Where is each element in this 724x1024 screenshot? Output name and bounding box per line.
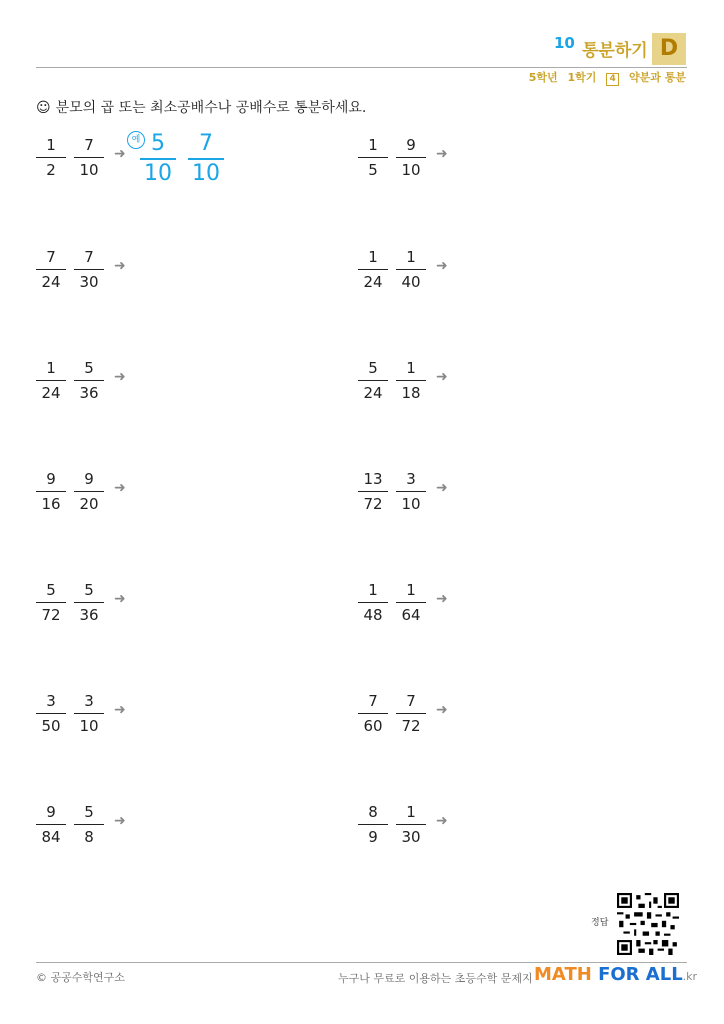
numerator: 1 xyxy=(406,359,416,377)
numerator: 3 xyxy=(406,470,416,488)
fraction-bar xyxy=(140,158,176,160)
fraction xyxy=(396,358,426,403)
arrow-right-icon: ➜ xyxy=(436,480,448,496)
denominator: 8 xyxy=(84,828,94,846)
worksheet-number: 10 xyxy=(554,34,575,52)
fraction xyxy=(36,135,66,180)
fraction-bar xyxy=(358,713,388,714)
fraction-bar xyxy=(36,602,66,603)
fraction-bar xyxy=(396,157,426,158)
denominator: 10 xyxy=(79,717,99,735)
numerator: 1 xyxy=(368,581,378,599)
arrow-right-icon: ➜ xyxy=(114,591,126,607)
denominator: 10 xyxy=(79,161,99,179)
copyright: © 공공수학연구소 xyxy=(36,971,125,984)
fraction-bar xyxy=(74,157,104,158)
fraction-bar xyxy=(36,824,66,825)
fraction xyxy=(74,580,104,625)
arrow-right-icon: ➜ xyxy=(436,146,448,162)
fraction-bar xyxy=(74,602,104,603)
numerator: 5 xyxy=(151,131,165,156)
fraction-bar xyxy=(74,824,104,825)
arrow-right-icon: ➜ xyxy=(436,702,448,718)
fraction xyxy=(36,580,66,625)
fraction xyxy=(396,691,426,736)
logo-forall: FOR ALL xyxy=(598,964,683,985)
arrow-right-icon: ➜ xyxy=(436,591,448,607)
numerator: 1 xyxy=(406,803,416,821)
fraction xyxy=(358,580,388,625)
denominator: 84 xyxy=(41,828,61,846)
numerator: 5 xyxy=(368,359,378,377)
denominator: 2 xyxy=(46,161,56,179)
numerator: 1 xyxy=(406,248,416,266)
fraction xyxy=(396,469,426,514)
fraction-bar xyxy=(396,380,426,381)
denominator: 24 xyxy=(363,273,383,291)
denominator: 64 xyxy=(401,606,421,624)
denominator: 24 xyxy=(363,384,383,402)
example-mark-icon: 예 xyxy=(127,131,145,149)
denominator: 10 xyxy=(401,495,421,513)
arrow-right-icon: ➜ xyxy=(114,702,126,718)
arrow-right-icon: ➜ xyxy=(114,258,126,274)
denominator: 40 xyxy=(401,273,421,291)
numerator: 5 xyxy=(84,803,94,821)
denominator: 5 xyxy=(368,161,378,179)
denominator: 60 xyxy=(363,717,383,735)
arrow-right-icon: ➜ xyxy=(436,813,448,829)
fraction-bar xyxy=(36,380,66,381)
fraction xyxy=(396,802,426,847)
numerator: 9 xyxy=(406,136,416,154)
fraction xyxy=(36,469,66,514)
numerator: 8 xyxy=(368,803,378,821)
smiley-icon: ☺ xyxy=(36,100,51,116)
fraction-bar xyxy=(36,713,66,714)
fraction-bar xyxy=(358,380,388,381)
denominator: 30 xyxy=(401,828,421,846)
denominator: 9 xyxy=(368,828,378,846)
arrow-right-icon: ➜ xyxy=(114,146,126,162)
denominator: 20 xyxy=(79,495,99,513)
fraction xyxy=(358,247,388,292)
grade-label: 5학년 xyxy=(528,71,558,84)
logo-domain: .kr xyxy=(682,970,698,983)
denominator: 10 xyxy=(401,161,421,179)
numerator: 7 xyxy=(406,692,416,710)
fraction-bar xyxy=(358,491,388,492)
fraction-bar xyxy=(188,158,224,160)
numerator: 3 xyxy=(46,692,56,710)
arrow-right-icon: ➜ xyxy=(114,369,126,385)
instruction xyxy=(36,97,366,117)
example-answer-fraction xyxy=(140,131,176,187)
fraction-bar xyxy=(36,269,66,270)
fraction-bar xyxy=(396,269,426,270)
numerator: 1 xyxy=(368,136,378,154)
numerator: 1 xyxy=(46,136,56,154)
fraction xyxy=(36,247,66,292)
denominator: 30 xyxy=(79,273,99,291)
numerator: 13 xyxy=(363,470,383,488)
fraction-bar xyxy=(396,713,426,714)
numerator: 7 xyxy=(84,136,94,154)
numerator: 9 xyxy=(84,470,94,488)
curriculum-info xyxy=(523,69,686,86)
fraction-bar xyxy=(74,491,104,492)
fraction-bar xyxy=(74,713,104,714)
header-divider xyxy=(36,67,687,68)
numerator: 7 xyxy=(84,248,94,266)
numerator: 3 xyxy=(84,692,94,710)
fraction-bar xyxy=(36,491,66,492)
numerator: 5 xyxy=(84,359,94,377)
fraction xyxy=(74,802,104,847)
denominator: 18 xyxy=(401,384,421,402)
semester-label: 1학기 xyxy=(567,71,597,84)
denominator: 50 xyxy=(41,717,61,735)
denominator: 72 xyxy=(363,495,383,513)
denominator: 72 xyxy=(401,717,421,735)
fraction xyxy=(358,802,388,847)
footer-divider xyxy=(36,962,687,963)
arrow-right-icon: ➜ xyxy=(114,813,126,829)
fraction xyxy=(358,358,388,403)
fraction xyxy=(358,469,388,514)
fraction xyxy=(36,691,66,736)
fraction-bar xyxy=(358,602,388,603)
worksheet-title: 통분하기 xyxy=(582,41,648,61)
fraction xyxy=(396,580,426,625)
denominator: 72 xyxy=(41,606,61,624)
numerator: 1 xyxy=(406,581,416,599)
numerator: 1 xyxy=(368,248,378,266)
fraction xyxy=(74,358,104,403)
fraction xyxy=(396,135,426,180)
answer-label: 정답 xyxy=(591,918,609,928)
instruction-text: 분모의 곱 또는 최소공배수나 공배수로 통분하세요. xyxy=(55,100,367,116)
fraction-bar xyxy=(396,602,426,603)
fraction xyxy=(74,469,104,514)
fraction xyxy=(74,691,104,736)
denominator: 48 xyxy=(363,606,383,624)
fraction xyxy=(36,358,66,403)
fraction-bar xyxy=(396,491,426,492)
denominator: 36 xyxy=(79,606,99,624)
numerator: 5 xyxy=(84,581,94,599)
unit-name: 약분과 통분 xyxy=(629,71,686,84)
denominator: 10 xyxy=(144,161,172,186)
denominator: 36 xyxy=(79,384,99,402)
denominator: 24 xyxy=(41,384,61,402)
numerator: 1 xyxy=(46,359,56,377)
arrow-right-icon: ➜ xyxy=(436,258,448,274)
numerator: 9 xyxy=(46,470,56,488)
numerator: 5 xyxy=(46,581,56,599)
fraction-bar xyxy=(358,157,388,158)
unit-number: 4 xyxy=(606,73,619,86)
fraction-bar xyxy=(36,157,66,158)
fraction xyxy=(396,247,426,292)
footer-tagline: 누구나 무료로 이용하는 초등수학 문제지 xyxy=(338,972,533,985)
numerator: 7 xyxy=(199,131,213,156)
fraction-bar xyxy=(358,269,388,270)
example-answer-fraction xyxy=(188,131,224,187)
arrow-right-icon: ➜ xyxy=(114,480,126,496)
logo-math: MATH xyxy=(534,964,599,985)
numerator: 7 xyxy=(368,692,378,710)
fraction-bar xyxy=(396,824,426,825)
level-badge: D xyxy=(652,33,686,65)
arrow-right-icon: ➜ xyxy=(436,369,448,385)
fraction xyxy=(36,802,66,847)
fraction-bar xyxy=(358,824,388,825)
fraction-bar xyxy=(74,269,104,270)
denominator: 24 xyxy=(41,273,61,291)
numerator: 9 xyxy=(46,803,56,821)
denominator: 16 xyxy=(41,495,61,513)
fraction xyxy=(74,135,104,180)
fraction xyxy=(358,691,388,736)
fraction xyxy=(74,247,104,292)
qr-code-icon[interactable] xyxy=(617,893,679,955)
fraction-bar xyxy=(74,380,104,381)
mathforall-logo[interactable] xyxy=(534,964,697,985)
numerator: 7 xyxy=(46,248,56,266)
denominator: 10 xyxy=(192,161,220,186)
fraction xyxy=(358,135,388,180)
